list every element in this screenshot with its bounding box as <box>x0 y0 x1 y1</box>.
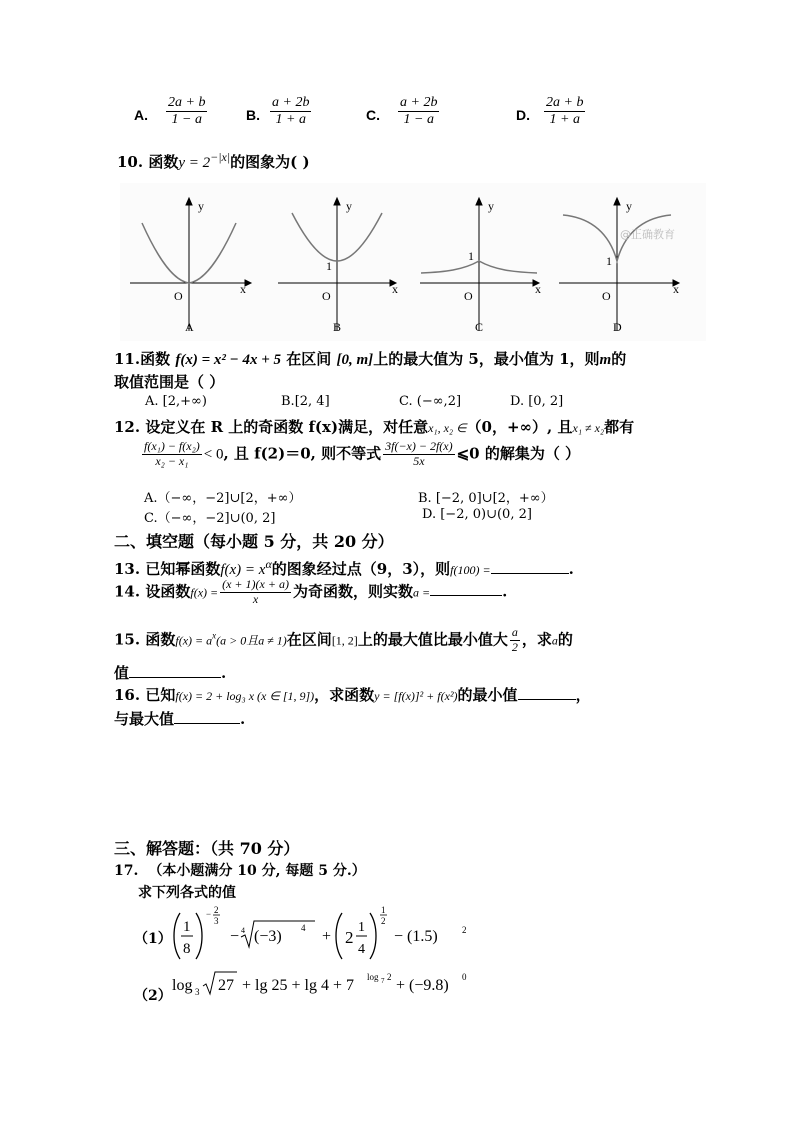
q12-frac1-num: f(x₁) − f(x₂) <box>144 439 200 453</box>
graph-b-y-label: y <box>346 199 352 213</box>
graph-b-one: 1 <box>326 259 332 273</box>
svg-text:8: 8 <box>183 941 191 957</box>
svg-text:log: log <box>172 977 193 994</box>
svg-text:(−3): (−3) <box>254 928 282 945</box>
q9-c-denominator: 1 − a <box>403 112 434 128</box>
q9-options: A. $\frac{2a + b}{1 - a}$ B. $\frac{a + 2b}{1 + a}$ C. $\frac{a + 2b}{1 - a}$ D. $\frac{2a + b}{1 + a}$ <box>134 95 584 128</box>
svg-text:+: + <box>322 928 332 945</box>
q17-instruction: 求下列各式的值 <box>138 885 236 901</box>
q14-numerator: (x + 1)(x + a) <box>222 577 289 591</box>
graph-d-origin: O <box>602 289 611 303</box>
q12-options <box>144 487 604 527</box>
q14-stem: 14. 设函数f(x) = $\frac{(x + 1)(x + a)}{x}$ 为奇函数，则实数a = . <box>114 577 508 606</box>
svg-text:2: 2 <box>387 972 392 982</box>
q17-part2-expression <box>170 966 480 1006</box>
q10-stem: 10. 函数$y = 2^{-|x|}$的图象为( ) <box>117 150 310 171</box>
q12-frac2-num: 3f(−x) − 2f(x) <box>385 439 453 453</box>
svg-text:−: − <box>230 928 240 945</box>
svg-text:7: 7 <box>381 977 385 985</box>
graph-c-caption: C <box>475 320 484 334</box>
q9-c-numerator: a + 2b <box>398 95 439 112</box>
graph-d-one: 1 <box>606 254 612 268</box>
q11-option-a: A. [2,+∞) <box>145 394 207 409</box>
graph-d-y-label: y <box>626 199 632 213</box>
graph-b <box>278 198 396 331</box>
q9-b-denominator: 1 + a <box>275 112 306 128</box>
section-3-title: 三、解答题：（共 70 分） <box>114 839 300 858</box>
graph-a <box>130 198 251 331</box>
q12-option-b: B. [−2, 0]∪[2，+∞） <box>418 491 554 506</box>
q17-part2-label: （2） <box>134 988 172 1004</box>
q16-min-blank[interactable] <box>518 685 576 700</box>
svg-text:− (1.5): − (1.5) <box>394 928 438 945</box>
q12-option-a: A.（−∞，−2]∪[2，+∞） <box>144 491 302 506</box>
svg-text:4: 4 <box>358 942 365 957</box>
q17-part1-label: （1） <box>134 931 172 947</box>
graph-d <box>559 198 679 331</box>
q11-stem: 11.函数 f(x) = x² − 4x + 5 在区间 [0, m]上的最大值为 5，最小值为 1，则m的 <box>114 350 627 368</box>
q11-option-d: D. [0, 2] <box>510 394 564 409</box>
q17-header: 17. （本小题满分 10 分, 每题 5 分.） <box>114 863 366 879</box>
graph-a-y-label: y <box>198 199 204 213</box>
graph-d-caption: D <box>613 320 622 334</box>
svg-text:−: − <box>206 909 212 919</box>
q14-answer-blank[interactable] <box>430 581 502 596</box>
q9-b-numerator: a + 2b <box>270 95 311 112</box>
svg-text:log: log <box>367 972 379 982</box>
q12-option-c: C.（−∞，−2]∪(0, 2] <box>144 511 276 526</box>
graph-c-y-label: y <box>488 199 494 213</box>
svg-text:1: 1 <box>183 919 191 935</box>
q16-stem: 16. 已知f(x) = 2 + log₃ x (x ∈ [1, 9])，求函数y = [f(x)]² + f(x²)的最小值 ， <box>114 686 591 704</box>
q10-graphs <box>120 183 706 341</box>
graph-d-x-label: x <box>673 282 679 296</box>
section-2-title: 二、填空题（每小题 5 分，共 20 分） <box>114 532 394 551</box>
q9-d-numerator: 2a + b <box>544 95 585 112</box>
svg-text:2: 2 <box>462 925 467 935</box>
svg-text:1: 1 <box>381 905 386 915</box>
q9-a-denominator: 1 − a <box>171 112 202 128</box>
q16-max-blank[interactable] <box>174 709 240 724</box>
q9-a-numerator: 2a + b <box>166 95 207 112</box>
graph-a-caption: A <box>185 320 194 334</box>
watermark: @正确教育 <box>620 228 675 241</box>
q12-line2: $\frac{\text{f(x₁) − f(x₂)}}{\text{x₂ − x₁}}$ < 0, 且 f(2)＝0, 则不等式 $\frac{3f(-x) - 2f(x)}{5x}$ ⩽0 的解集为（ ） <box>144 439 581 468</box>
q15-answer-blank[interactable] <box>129 663 221 678</box>
svg-text:+ (−9.8): + (−9.8) <box>396 977 449 994</box>
q13-stem: 13. 已知幂函数$f(x) = x^\alpha$的图象经过点（9，3），则f(100) = . <box>114 557 574 578</box>
q15-line2: 值 . <box>114 664 227 682</box>
svg-text:3: 3 <box>195 987 200 997</box>
q12-frac1-den: x₂ − x₁ <box>155 453 189 468</box>
q11-option-c: C. (−∞,2] <box>399 394 462 409</box>
graph-c-x-label: x <box>535 282 541 296</box>
svg-text:4: 4 <box>301 923 306 933</box>
q10-graphs-svg <box>120 183 706 341</box>
svg-text:0: 0 <box>462 972 467 982</box>
svg-text:2: 2 <box>214 905 219 915</box>
q17-part1-expression <box>170 905 490 967</box>
q15-stem: 15. 函数$f(x) = a^x(a > 0$且a ≠ 1)在区间[1, 2]上的最大值比最小值大 $\frac{a}{2}$ ，求a的 <box>114 625 573 654</box>
svg-text:4: 4 <box>241 926 245 935</box>
svg-text:2: 2 <box>381 916 386 926</box>
q14-denominator: x <box>252 591 259 606</box>
q12-frac2-den: 5x <box>413 453 425 468</box>
svg-text:3: 3 <box>214 916 219 926</box>
q11-option-b: B.[2, 4] <box>281 394 330 409</box>
q13-answer-blank[interactable] <box>491 559 569 574</box>
svg-text:+ lg 25 + lg 4 + 7: + lg 25 + lg 4 + 7 <box>242 977 354 994</box>
q9-d-denominator: 1 + a <box>549 112 580 128</box>
svg-text:1: 1 <box>358 920 365 935</box>
q12-stem: 12. 设定义在 R 上的奇函数 f(x)满足，对任意x₁, x₂ ∈（0，+∞）, 且x₁ ≠ x₂都有 <box>114 418 635 436</box>
graph-b-x-label: x <box>392 282 398 296</box>
graph-a-origin: O <box>174 289 183 303</box>
graph-b-origin: O <box>322 289 331 303</box>
svg-text:27: 27 <box>218 977 234 994</box>
graph-c-one: 1 <box>468 249 474 263</box>
q16-line2: 与最大值 . <box>114 710 246 728</box>
graph-a-x-label: x <box>240 282 246 296</box>
graph-c <box>420 198 539 331</box>
svg-text:2: 2 <box>345 928 354 947</box>
q12-option-d: D. [−2, 0)∪(0, 2] <box>422 507 532 522</box>
q11-line2: 取值范围是（ ） <box>114 373 225 391</box>
graph-c-origin: O <box>464 289 473 303</box>
graph-b-caption: B <box>333 320 342 334</box>
